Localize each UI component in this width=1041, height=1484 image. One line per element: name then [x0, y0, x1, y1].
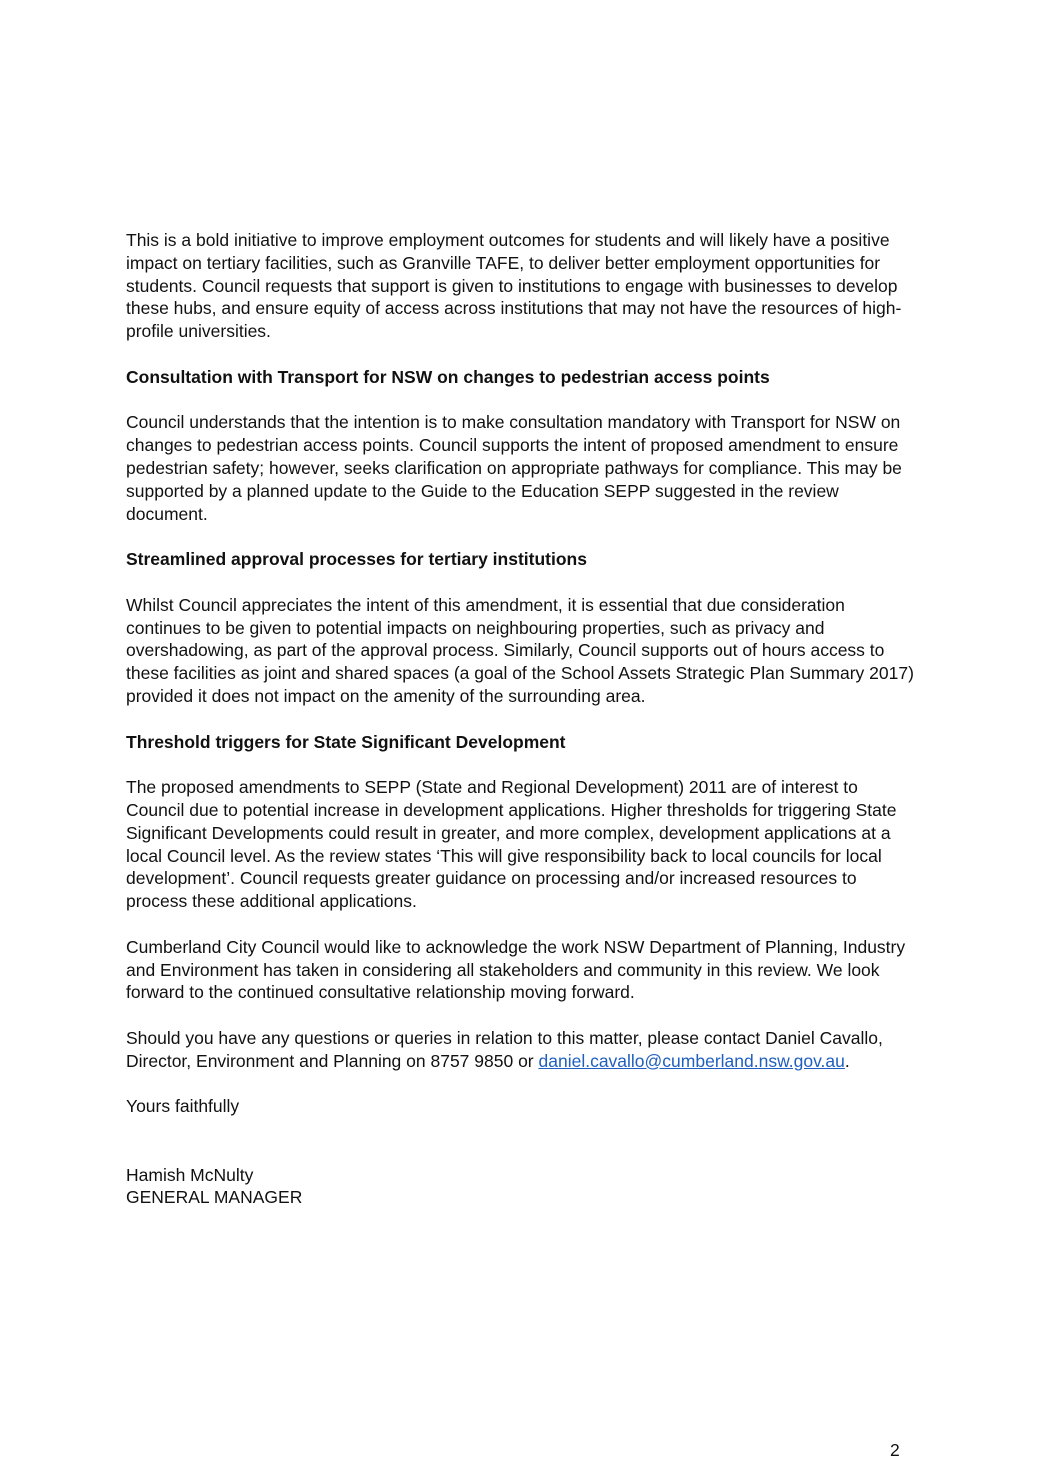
paragraph-acknowledgement: Cumberland City Council would like to acknowledge the work NSW Department of Planning, Industry and Environment has taken in considering all stakeholders and community in this review. We look forward to the continued consultative relationship moving forward.: [126, 936, 906, 1003]
contact-text: Should you have any questions or queries in relation to this matter, please contact Daniel Cavallo, Director, Environment and Planning on 8757 9850 or: [126, 1027, 883, 1071]
paragraph-contact: [126, 1027, 916, 1073]
contact-text-end: .: [844, 1050, 850, 1071]
signatory-name: Hamish McNulty: [126, 1164, 254, 1185]
paragraph-streamlined-approval: Whilst Council appreciates the intent of this amendment, it is essential that due consideration continues to be given to potential impacts on neighbouring properties, such as privacy and overshadowing, as part of the approval process. Similarly, Council supports out of hours access to these facilities as joint and shared spaces (a goal of the School Assets Strategic Plan Summary 2017) provided it does not impact on the amenity of the surrounding area.: [126, 594, 914, 706]
heading-threshold-triggers: Threshold triggers for State Significant Development: [126, 731, 566, 752]
page-number: 2: [890, 1440, 900, 1460]
heading-streamlined-approval: Streamlined approval processes for tertiary institutions: [126, 549, 587, 570]
paragraph-tertiary-hubs: This is a bold initiative to improve employment outcomes for students and will likely have a positive impact on tertiary facilities, such as Granville TAFE, to deliver better employment opportunities for students. Council requests that support is given to institutions to engage with businesses to develop these hubs, and ensure equity of access across institutions that may not have the resources of high-profile universities.: [126, 230, 902, 342]
closing-salutation: Yours faithfully: [126, 1096, 240, 1117]
signature-space: [126, 1141, 916, 1164]
paragraph-transport-consultation: Council understands that the intention is to make consultation mandatory with Transport for NSW on changes to pedestrian access points. Council supports the intent of proposed amendment to ensure pedestrian safety; however, seeks clarification on appropriate pathways for compliance. This may be supported by a planned update to the Guide to the Education SEPP suggested in the review document.: [126, 412, 902, 524]
letter-body: [126, 229, 916, 1209]
heading-transport-consultation: Consultation with Transport for NSW on changes to pedestrian access points: [126, 366, 770, 387]
paragraph-threshold-triggers: The proposed amendments to SEPP (State and Regional Development) 2011 are of interest to Council due to potential increase in development applications. Higher thresholds for triggering State Significant Developments could result in greater, and more complex, development applications at a local Council level. As the review states ‘This will give responsibility back to local councils for local development’. Council requests greater guidance on processing and/or increased resources to process these additional applications.: [126, 777, 897, 912]
contact-email-link[interactable]: daniel.cavallo@cumberland.nsw.gov.au: [538, 1050, 845, 1071]
signatory-title: GENERAL MANAGER: [126, 1187, 303, 1208]
